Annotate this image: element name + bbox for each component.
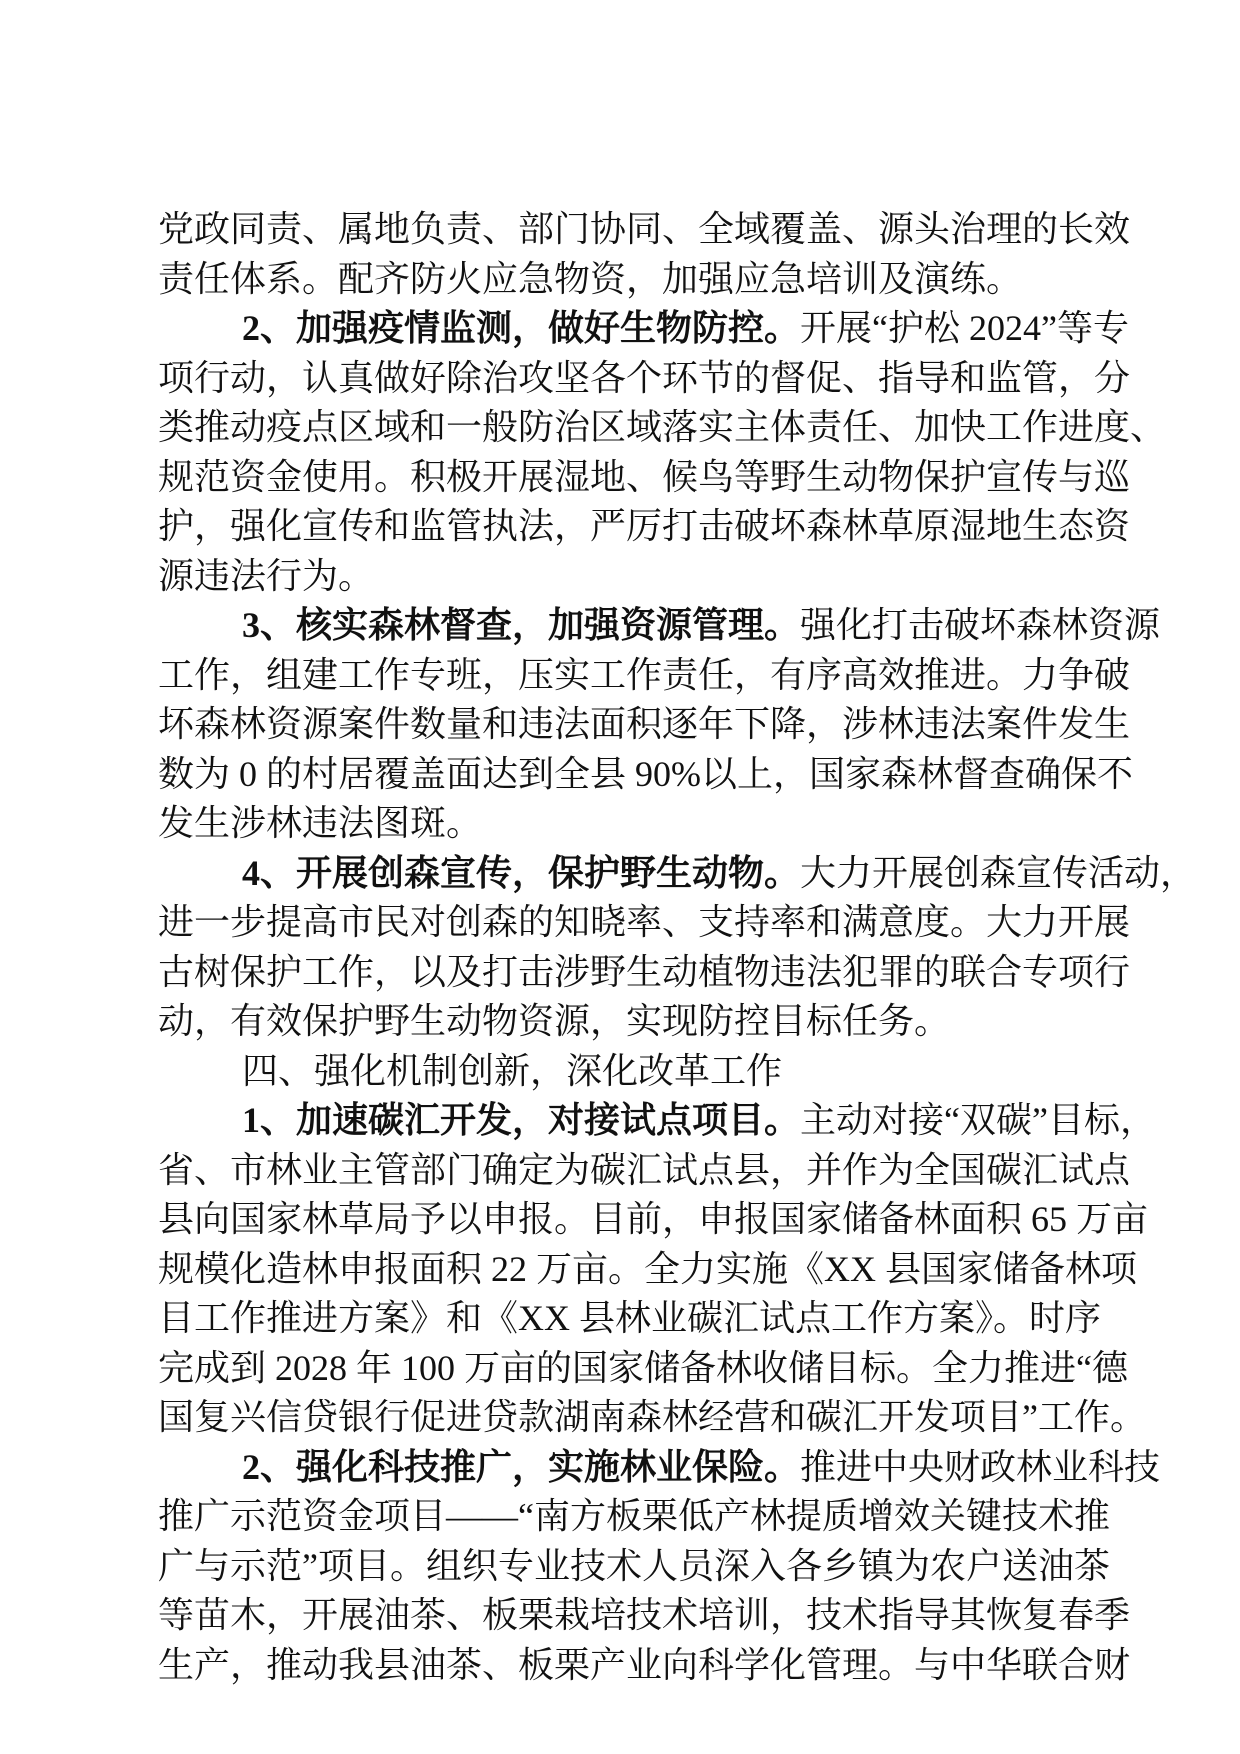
text-line — [158, 1244, 1137, 1294]
bold-lead-phrase: 1、加速碳汇开发，对接试点项目。 — [242, 1100, 801, 1140]
text-run: 开展“护松 2024”等专 — [800, 308, 1129, 348]
text-line — [158, 501, 1131, 551]
text-line — [158, 1640, 1131, 1690]
paragraph-first-line — [158, 1095, 1156, 1145]
text-line — [158, 204, 1131, 254]
text-run: 生产，推动我县油茶、板栗产业向科学化管理。与中华联合财 — [158, 1644, 1131, 1685]
text-run: 古树保护工作，以及打击涉野生动植物违法犯罪的联合专项行 — [158, 951, 1131, 992]
text-run: 发生涉林违法图斑。 — [158, 803, 483, 843]
text-run: 类推动疫点区域和一般防治区域落实主体责任、加快工作进度、 — [158, 407, 1167, 447]
text-run: 项行动，认真做好除治攻坚各个环节的督促、指导和监管，分 — [158, 357, 1131, 398]
text-line — [158, 699, 1131, 749]
text-run: 数为 0 的村居覆盖面达到全县 90%以上，国家森林督查确保不 — [158, 753, 1133, 794]
text-run: 目工作推进方案》和《XX 县林业碳汇试点工作方案》。时序 — [158, 1298, 1101, 1338]
text-run: 工作，组建工作专班，压实工作责任，有序高效推进。力争破 — [158, 654, 1131, 695]
text-run: 大力开展创森宣传活动， — [800, 852, 1197, 893]
paragraph-first-line — [158, 600, 1161, 650]
bold-lead-phrase: 3、核实森林督查，加强资源管理。 — [242, 605, 801, 645]
text-line — [158, 996, 1082, 1046]
text-line — [158, 1491, 1110, 1541]
bold-lead-phrase: 2、加强疫情监测，做好生物防控。 — [242, 308, 801, 348]
text-run: 国复兴信贷银行促进贷款湖南森林经营和碳汇开发项目”工作。 — [158, 1397, 1146, 1437]
text-run: 省、市林业主管部门确定为碳汇试点县，并作为全国碳汇试点 — [158, 1149, 1131, 1190]
text-run: 规模化造林申报面积 22 万亩。全力实施《XX 县国家储备林项 — [158, 1248, 1137, 1289]
text-line — [158, 1194, 1149, 1244]
paragraph-first-line — [158, 303, 1129, 353]
text-line — [158, 452, 1131, 502]
text-run: 党政同责、属地负责、部门协同、全域覆盖、源头治理的长效 — [158, 209, 1131, 249]
paragraph-first-line — [158, 1442, 1161, 1492]
text-line — [158, 798, 1082, 848]
bold-lead-phrase: 4、开展创森宣传，保护野生动物。 — [242, 852, 801, 893]
text-run: 源违法行为。 — [158, 555, 375, 596]
text-line — [158, 897, 1131, 947]
text-line — [158, 1590, 1131, 1640]
text-run: 县向国家林草局予以申报。目前，申报国家储备林面积 65 万亩 — [158, 1199, 1149, 1239]
text-run: 主动对接“双碳”目标， — [800, 1100, 1156, 1140]
bold-lead-phrase: 2、强化科技推广，实施林业保险。 — [242, 1446, 801, 1487]
text-run: 护，强化宣传和监管执法，严厉打击破坏森林草原湿地生态资 — [158, 506, 1131, 546]
text-run: 进一步提高市民对创森的知晓率、支持率和满意度。大力开展 — [158, 902, 1131, 942]
text-line — [158, 650, 1131, 700]
paragraph-first-line — [158, 848, 1197, 898]
text-run: 推进中央财政林业科技 — [800, 1446, 1161, 1487]
paragraph-first-line — [158, 1046, 1082, 1096]
text-line — [158, 749, 1133, 799]
text-run: 推广示范资金项目——“南方板栗低产林提质增效关键技术推 — [158, 1496, 1110, 1536]
text-run: 四、强化机制创新，深化改革工作 — [242, 1050, 783, 1091]
text-line — [158, 947, 1131, 997]
text-run: 完成到 2028 年 100 万亩的国家储备林收储目标。全力推进“德 — [158, 1347, 1128, 1388]
text-line — [158, 1145, 1131, 1195]
text-line — [158, 402, 1167, 452]
text-line — [158, 1392, 1146, 1442]
text-line — [158, 1541, 1110, 1591]
text-run: 动，有效保护野生动物资源，实现防控目标任务。 — [158, 1001, 951, 1041]
text-line — [158, 353, 1131, 403]
text-run: 强化打击破坏森林资源 — [800, 605, 1161, 645]
text-run: 坏森林资源案件数量和违法面积逐年下降，涉林违法案件发生 — [158, 704, 1131, 744]
text-line — [158, 1293, 1101, 1343]
text-run: 责任体系。配齐防火应急物资，加强应急培训及演练。 — [158, 258, 1023, 299]
text-line — [158, 551, 1082, 601]
text-run: 规范资金使用。积极开展湿地、候鸟等野生动物保护宣传与巡 — [158, 456, 1131, 497]
text-line — [158, 254, 1082, 304]
text-line — [158, 1343, 1128, 1393]
text-run: 等苗木，开展油茶、板栗栽培技术培训，技术指导其恢复春季 — [158, 1595, 1131, 1635]
text-run: 广与示范”项目。组织专业技术人员深入各乡镇为农户送油茶 — [158, 1545, 1110, 1586]
